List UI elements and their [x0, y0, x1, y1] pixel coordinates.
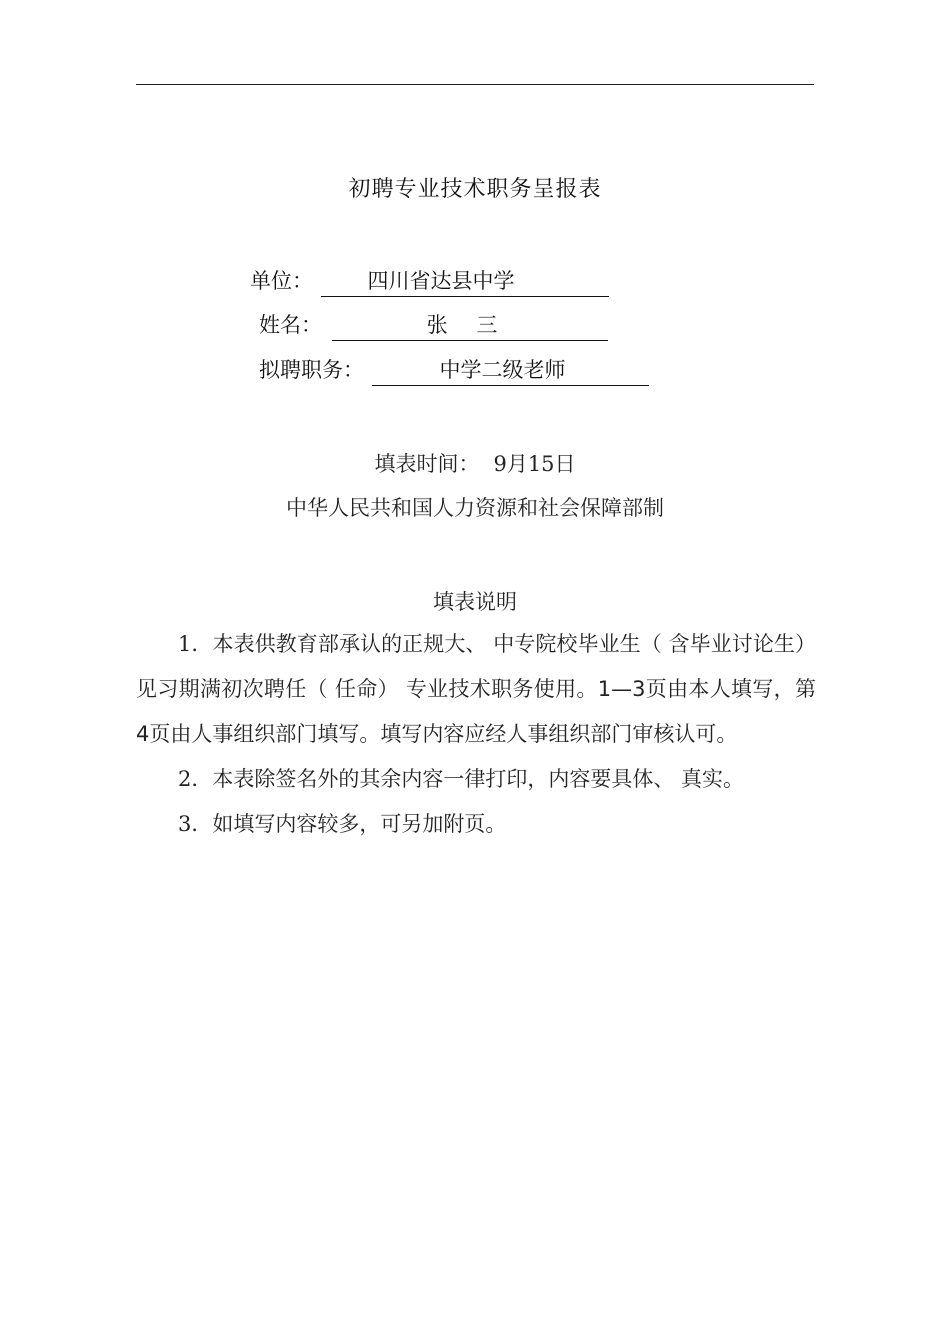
name-label: 姓名： — [259, 313, 322, 337]
note-item — [136, 622, 816, 757]
fill-date-label: 填表时间： — [374, 452, 480, 476]
header-rule — [136, 84, 814, 85]
document-title: 初聘专业技术职务呈报表 — [348, 177, 602, 202]
unit-value: 四川省达县中学 — [321, 266, 609, 297]
note-number: 2． — [178, 767, 213, 791]
notes-title: 填表说明 — [433, 590, 517, 614]
name-value: 张 三 — [332, 310, 608, 341]
note-item — [136, 802, 816, 847]
note-number: 1． — [178, 632, 213, 656]
notes-list — [136, 622, 816, 847]
fill-date-line — [0, 448, 950, 478]
post-value: 中学二级老师 — [372, 355, 649, 386]
note-text: 如填写内容较多，可另加附页。 — [212, 812, 507, 836]
note-text: 本表除签名外的其余内容一律打印，内容要具体、 真实。 — [212, 767, 745, 791]
post-label: 拟聘职务： — [259, 358, 364, 382]
unit-label: 单位： — [250, 269, 313, 293]
fill-date-value: 9月15日 — [493, 452, 576, 476]
note-item — [136, 757, 816, 802]
note-number: 3． — [178, 812, 213, 836]
issuer-line: 中华人民共和国人力资源和社会保障部制 — [286, 496, 664, 520]
unit-field — [250, 266, 609, 297]
note-text: 本表供教育部承认的正规大、 中专院校毕业生（ 含毕业讨论生） 见习期满初次聘任（ 任命） 专业技术职务使用。1—3页由本人填写，第4页由人事组织部门填写。填写内容应经人事组织部门审核认可。 — [136, 632, 816, 746]
name-field — [259, 310, 608, 341]
post-field — [259, 355, 649, 386]
